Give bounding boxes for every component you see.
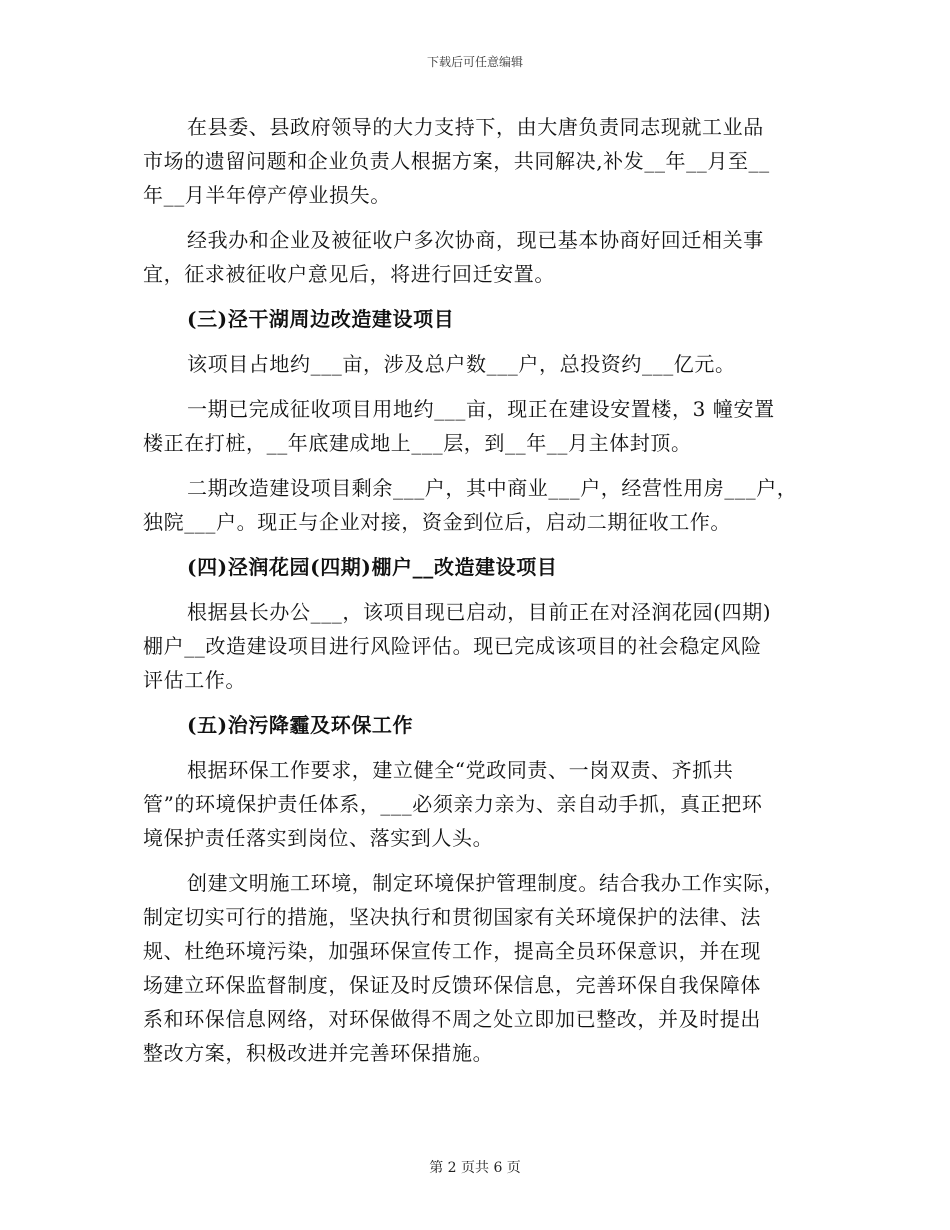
text-line: 创建文明施工环境，制定环境保护管理制度。结合我办工作实际，	[187, 871, 785, 895]
text-line: 根据环保工作要求，建立健全“党政同责、一岗双责、齐抓共	[187, 758, 734, 782]
page-number: 第 2 页共 6 页	[429, 1160, 521, 1176]
text-line: 评估工作。	[143, 668, 246, 692]
text-line: 管”的环境保护责任体系，___必须亲力亲为、亲自动手抓，真正把环	[143, 792, 763, 816]
document-body	[143, 110, 807, 1070]
section-heading	[143, 550, 807, 584]
paragraph	[143, 392, 807, 460]
text-line: 系和环保信息网络，对环保做得不周之处立即加已整改，并及时提出	[143, 1007, 761, 1031]
heading-text: (五)治污降霾及环保工作	[187, 713, 414, 737]
text-line: 场建立环保监督制度，保证及时反馈环保信息，完善环保自我保障体	[143, 973, 761, 997]
text-line: 该项目占地约___亩，涉及总户数___户，总投资约___亿元。	[187, 352, 736, 376]
section-heading	[143, 302, 807, 336]
text-line: 根据县长办公___，该项目现已启动，目前正在对泾润花园(四期)	[187, 600, 772, 624]
text-line: 市场的遗留问题和企业负责人根据方案，共同解决,补发__年__月至__	[143, 149, 770, 173]
text-line: 经我办和企业及被征收户多次协商，现已基本协商好回迁相关事	[187, 228, 764, 252]
paragraph	[143, 866, 807, 1070]
text-line: 二期改造建设项目剩余___户，其中商业___户，经营性用房___户，	[187, 476, 798, 500]
paragraph	[143, 753, 807, 855]
text-line: 制定切实可行的措施，坚决执行和贯彻国家有关环境保护的法律、法	[143, 905, 761, 929]
text-line: 独院___户。现正与企业对接，资金到位后，启动二期征收工作。	[143, 510, 731, 534]
text-line: 棚户__改造建设项目进行风险评估。现已完成该项目的社会稳定风险	[143, 634, 762, 658]
heading-text: (四)泾润花园(四期)棚户__改造建设项目	[187, 555, 558, 579]
section-heading	[143, 708, 807, 742]
text-line: 境保护责任落实到岗位、落实到人头。	[143, 826, 494, 850]
page-header: 下载后可任意编辑	[426, 55, 523, 69]
paragraph	[143, 471, 807, 539]
text-line: 宜，征求被征收户意见后，将进行回迁安置。	[143, 262, 555, 286]
paragraph	[143, 223, 807, 291]
text-line: 整改方案，积极改进并完善环保措施。	[143, 1041, 494, 1065]
text-line: 楼正在打桩，__年底建成地上___层，到__年__月主体封顶。	[143, 431, 692, 455]
text-line: 年__月半年停产停业损失。	[143, 183, 391, 207]
text-line: 规、杜绝环境污染，加强环保宣传工作，提高全员环保意识，并在现	[143, 939, 761, 963]
text-line: 在县委、县政府领导的大力支持下，由大唐负责同志现就工业品	[187, 115, 764, 139]
paragraph	[143, 110, 807, 212]
text-line: 一期已完成征收项目用地约___亩，现正在建设安置楼，3 幢安置	[187, 397, 775, 421]
heading-text: (三)泾干湖周边改造建设项目	[187, 307, 455, 331]
paragraph	[143, 595, 807, 697]
paragraph	[143, 347, 807, 381]
